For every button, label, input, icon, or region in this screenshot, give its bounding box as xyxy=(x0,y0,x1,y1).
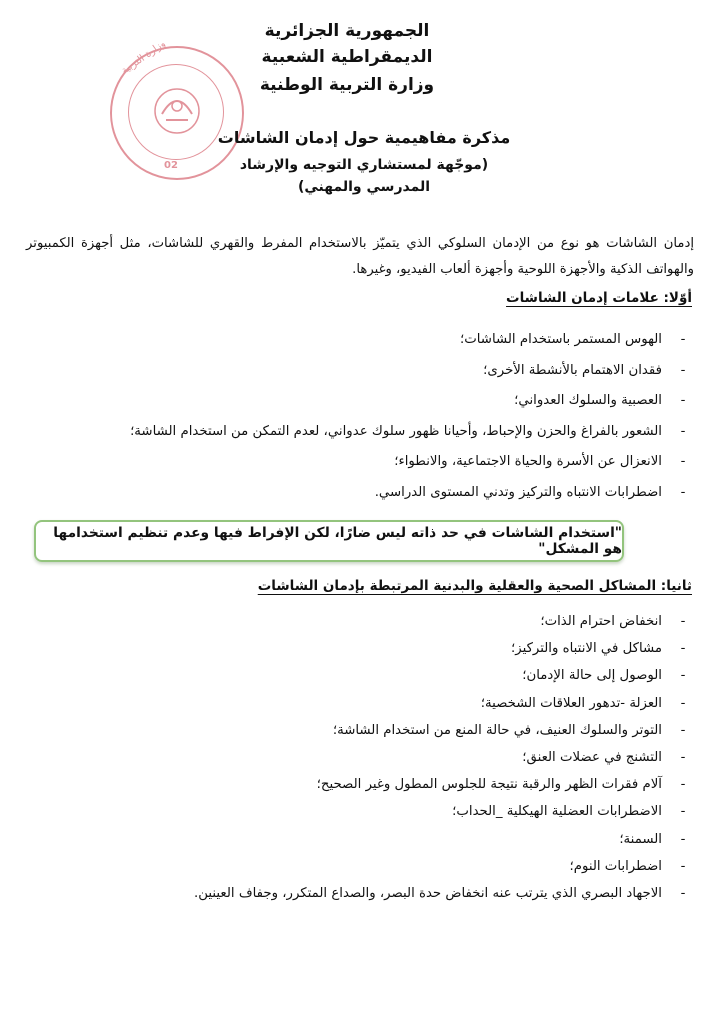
list-item xyxy=(30,452,690,482)
list-item-text: الوصول إلى حالة الإدمان؛ xyxy=(522,668,662,684)
list-marker: - xyxy=(680,668,686,684)
list-item-text: الشعور بالفراغ والحزن والإحباط، وأحيانا ظهور سلوك عدواني، لعدم التمكن من استخدام الشاشة؛ xyxy=(130,423,662,439)
list-marker: - xyxy=(680,332,686,347)
list-marker: - xyxy=(680,362,686,378)
list-item xyxy=(30,361,690,391)
stamp-ring-text: وزارة التربية xyxy=(119,38,168,77)
list-item xyxy=(30,884,690,911)
list-item xyxy=(30,748,690,775)
highlight-callout xyxy=(34,520,624,562)
list-marker: - xyxy=(680,722,686,738)
intro-paragraph: إدمان الشاشات هو نوع من الإدمان السلوكي الذي يتميّز بالاستخدام المفرط والقهري للشاشات، مثل أجهزة الكمبيوتر والهواتف الذكية والأجهزة اللوحية وأجهزة ألعاب الفيديو، وغيرها. xyxy=(26,236,694,278)
republic-name: الجمهورية الجزائرية الديمقراطية الشعبية xyxy=(261,21,433,67)
list-item xyxy=(30,666,690,693)
stamp-number: 02 xyxy=(164,160,178,171)
list-item-text: الهوس المستمر باستخدام الشاشات؛ xyxy=(460,332,662,347)
document-title: مذكرة مفاهيمية حول إدمان الشاشات xyxy=(217,128,511,147)
list-item xyxy=(30,483,690,513)
section-1-heading: أوّلا: علامات إدمان الشاشات xyxy=(506,290,692,306)
list-item-text: مشاكل في الانتباه والتركيز؛ xyxy=(511,641,662,657)
list-item-text: التشنج في عضلات العنق؛ xyxy=(522,749,662,765)
callout-quote: "استخدام الشاشات في حد ذاته ليس ضارًا، لكن الإفراط فيها وعدم تنظيم استخدامها هو المشكل" xyxy=(53,525,622,557)
section-1-list xyxy=(30,330,690,514)
list-item xyxy=(30,612,690,639)
list-item xyxy=(30,330,690,360)
list-marker: - xyxy=(680,804,686,820)
list-item-text: العزلة -تدهور العلاقات الشخصية؛ xyxy=(480,695,662,711)
list-marker: - xyxy=(680,423,686,439)
list-marker: - xyxy=(680,641,686,657)
list-item-text: السمنة؛ xyxy=(619,831,662,847)
list-item xyxy=(30,802,690,829)
list-marker: - xyxy=(680,831,686,847)
list-marker: - xyxy=(680,777,686,793)
list-item xyxy=(30,721,690,748)
list-item-text: اضطرابات الانتباه والتركيز وتدني المستوى الدراسي. xyxy=(374,484,662,500)
list-marker: - xyxy=(680,695,686,711)
list-item xyxy=(30,775,690,802)
list-item xyxy=(30,422,690,452)
list-marker: - xyxy=(680,749,686,765)
list-item-text: آلام فقرات الظهر والرقبة نتيجة للجلوس المطول وغير الصحيح؛ xyxy=(316,777,662,793)
title-block xyxy=(214,126,514,198)
ministry-name: وزارة التربية الوطنية xyxy=(259,75,435,95)
stamp-emblem-icon xyxy=(142,76,212,146)
list-item xyxy=(30,391,690,421)
list-item xyxy=(30,830,690,857)
list-item-text: التوتر والسلوك العنيف، في حالة المنع من استخدام الشاشة؛ xyxy=(332,722,662,738)
list-item xyxy=(30,639,690,666)
list-item-text: فقدان الاهتمام بالأنشطة الأخرى؛ xyxy=(483,362,662,378)
list-marker: - xyxy=(680,885,686,901)
list-item xyxy=(30,857,690,884)
section-2-heading: ثانيا: المشاكل الصحية والعقلية والبدنية المرتبطة بإدمان الشاشات xyxy=(257,578,692,594)
list-item-text: انخفاض احترام الذات؛ xyxy=(540,614,662,629)
list-item-text: الاجهاد البصري الذي يترتب عنه انخفاض حدة البصر، والصداع المتكرر، وجفاف العينين. xyxy=(194,885,662,901)
list-item-text: الاضطرابات العضلية الهيكلية _الحداب؛ xyxy=(452,804,662,820)
list-item xyxy=(30,694,690,721)
list-marker: - xyxy=(680,858,686,874)
document-subtitle: (موجّهة لمستشاري التوجيه والإرشاد المدرسي والمهني) xyxy=(239,157,489,195)
section-2-list xyxy=(30,612,690,911)
list-marker: - xyxy=(680,614,686,629)
list-marker: - xyxy=(680,393,686,409)
list-item-text: الانعزال عن الأسرة والحياة الاجتماعية، والانطواء؛ xyxy=(394,454,662,470)
list-marker: - xyxy=(680,484,686,500)
list-item-text: العصبية والسلوك العدواني؛ xyxy=(514,393,662,409)
list-marker: - xyxy=(680,454,686,470)
list-item-text: اضطرابات النوم؛ xyxy=(569,858,662,874)
document-header xyxy=(212,18,482,98)
